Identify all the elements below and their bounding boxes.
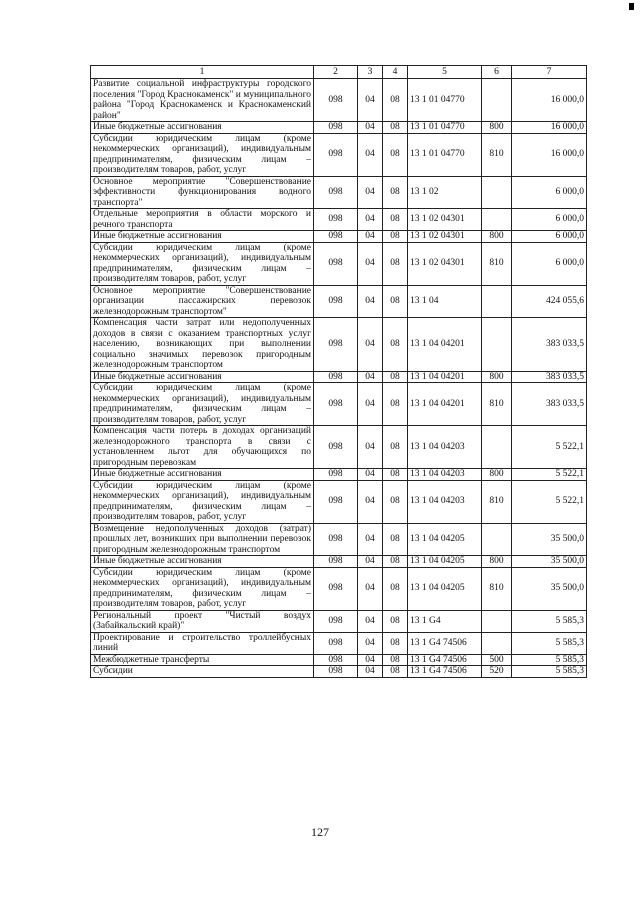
cell-vr: 810	[482, 480, 512, 523]
cell-pr: 08	[383, 209, 408, 231]
cell-csr: 13 1 04 04205	[408, 567, 482, 610]
table-row	[91, 133, 587, 176]
cell-pr: 08	[383, 285, 408, 318]
cell-rz: 04	[358, 176, 383, 209]
cell-vr	[482, 285, 512, 318]
cell-name: Иные бюджетные ассигнования	[91, 371, 314, 383]
cell-ved: 098	[314, 371, 358, 383]
cell-csr: 13 1 04	[408, 285, 482, 318]
cell-name: Субсидии юридическим лицам (кроме некоммерческих организаций), индивидуальным предпринимателям, физическим лицам – производителям товаров, работ, услуг	[91, 133, 314, 176]
cell-csr: 13 1 04 04205	[408, 556, 482, 568]
table-row	[91, 79, 587, 122]
cell-vr: 810	[482, 567, 512, 610]
cell-rz: 04	[358, 133, 383, 176]
cell-vr	[482, 79, 512, 122]
cell-vr	[482, 209, 512, 231]
cell-sum: 16 000,0	[512, 122, 587, 134]
cell-sum: 383 033,5	[512, 371, 587, 383]
table-row	[91, 567, 587, 610]
cell-csr: 13 1 G4 74506	[408, 632, 482, 654]
cell-name: Проектирование и строительство троллейбусных линий	[91, 632, 314, 654]
cell-vr: 810	[482, 383, 512, 426]
cell-pr: 08	[383, 556, 408, 568]
cell-vr: 800	[482, 122, 512, 134]
cell-pr: 08	[383, 480, 408, 523]
cell-sum: 424 055,6	[512, 285, 587, 318]
cell-name: Развитие социальной инфраструктуры городского поселения "Город Краснокаменск" и муниципального района "Город Краснокаменск и Краснокаменский район"	[91, 79, 314, 122]
cell-rz: 04	[358, 610, 383, 632]
cell-pr: 08	[383, 523, 408, 556]
cell-pr: 08	[383, 654, 408, 666]
cell-vr	[482, 426, 512, 469]
cell-sum: 35 500,0	[512, 556, 587, 568]
cell-ved: 098	[314, 133, 358, 176]
cell-rz: 04	[358, 383, 383, 426]
cell-rz: 04	[358, 654, 383, 666]
table-row	[91, 426, 587, 469]
table-row	[91, 632, 587, 654]
cell-name: Субсидии юридическим лицам (кроме некоммерческих организаций), индивидуальным предпринимателям, физическим лицам – производителям товаров, работ, услуг	[91, 383, 314, 426]
cell-name: Региональный проект "Чистый воздух (Забайкальский край)"	[91, 610, 314, 632]
cell-vr	[482, 632, 512, 654]
cell-vr: 810	[482, 133, 512, 176]
table-row	[91, 556, 587, 568]
cell-vr: 800	[482, 469, 512, 481]
cell-pr: 08	[383, 122, 408, 134]
cell-csr: 13 1 G4 74506	[408, 654, 482, 666]
cell-name: Субсидии юридическим лицам (кроме некоммерческих организаций), индивидуальным предпринимателям, физическим лицам – производителям товаров, работ, услуг	[91, 480, 314, 523]
col-header-sum: 7	[512, 66, 587, 79]
cell-rz: 04	[358, 285, 383, 318]
cell-vr: 500	[482, 654, 512, 666]
cell-vr	[482, 610, 512, 632]
cell-sum: 6 000,0	[512, 209, 587, 231]
col-header-rz: 3	[358, 66, 383, 79]
cell-sum: 383 033,5	[512, 383, 587, 426]
cell-ved: 098	[314, 610, 358, 632]
cell-name: Субсидии юридическим лицам (кроме некоммерческих организаций), индивидуальным предпринимателям, физическим лицам – производителям товаров, работ, услуг	[91, 242, 314, 285]
cell-csr: 13 1 02 04301	[408, 209, 482, 231]
cell-ved: 098	[314, 318, 358, 372]
cell-sum: 5 522,1	[512, 469, 587, 481]
cell-rz: 04	[358, 567, 383, 610]
cell-vr	[482, 176, 512, 209]
col-header-csr: 5	[408, 66, 482, 79]
cell-pr: 08	[383, 610, 408, 632]
col-header-vr: 6	[482, 66, 512, 79]
cell-rz: 04	[358, 469, 383, 481]
cell-ved: 098	[314, 242, 358, 285]
cell-ved: 098	[314, 632, 358, 654]
corner-mark	[629, 3, 634, 10]
cell-sum: 383 033,5	[512, 318, 587, 372]
table-row	[91, 666, 587, 678]
cell-ved: 098	[314, 654, 358, 666]
cell-ved: 098	[314, 122, 358, 134]
cell-name: Основное мероприятие "Совершенствование организации пассажирских перевозок железнодорожным транспортом"	[91, 285, 314, 318]
cell-vr: 800	[482, 556, 512, 568]
col-header-pr: 4	[383, 66, 408, 79]
cell-csr: 13 1 G4	[408, 610, 482, 632]
cell-name: Основное мероприятие "Совершенствование эффективности функционирования водного транспорта"	[91, 176, 314, 209]
table-row	[91, 480, 587, 523]
cell-rz: 04	[358, 523, 383, 556]
cell-rz: 04	[358, 666, 383, 678]
cell-name: Возмещение недополученных доходов (затрат) прошлых лет, возникших при выполнении перевозок пригородным железнодорожным транспортом	[91, 523, 314, 556]
cell-rz: 04	[358, 242, 383, 285]
cell-ved: 098	[314, 209, 358, 231]
cell-pr: 08	[383, 176, 408, 209]
cell-name: Иные бюджетные ассигнования	[91, 122, 314, 134]
table-row	[91, 371, 587, 383]
cell-sum: 16 000,0	[512, 79, 587, 122]
cell-csr: 13 1 04 04201	[408, 371, 482, 383]
cell-sum: 5 585,3	[512, 632, 587, 654]
cell-sum: 5 585,3	[512, 654, 587, 666]
cell-rz: 04	[358, 371, 383, 383]
cell-name: Субсидии юридическим лицам (кроме некоммерческих организаций), индивидуальным предпринимателям, физическим лицам – производителям товаров, работ, услуг	[91, 567, 314, 610]
col-header-ved: 2	[314, 66, 358, 79]
table-row	[91, 383, 587, 426]
cell-sum: 6 000,0	[512, 176, 587, 209]
cell-csr: 13 1 04 04203	[408, 469, 482, 481]
cell-name: Межбюджетные трансферты	[91, 654, 314, 666]
cell-vr	[482, 523, 512, 556]
cell-vr: 520	[482, 666, 512, 678]
cell-rz: 04	[358, 480, 383, 523]
cell-sum: 5 585,3	[512, 666, 587, 678]
cell-ved: 098	[314, 176, 358, 209]
cell-pr: 08	[383, 383, 408, 426]
cell-ved: 098	[314, 567, 358, 610]
table-row	[91, 231, 587, 243]
cell-pr: 08	[383, 231, 408, 243]
cell-pr: 08	[383, 318, 408, 372]
cell-name: Иные бюджетные ассигнования	[91, 469, 314, 481]
cell-csr: 13 1 02 04301	[408, 231, 482, 243]
cell-sum: 16 000,0	[512, 133, 587, 176]
cell-vr	[482, 318, 512, 372]
cell-vr: 800	[482, 371, 512, 383]
table-row	[91, 523, 587, 556]
table-row	[91, 242, 587, 285]
page-number: 127	[311, 825, 329, 839]
cell-ved: 098	[314, 480, 358, 523]
cell-sum: 5 585,3	[512, 610, 587, 632]
cell-sum: 6 000,0	[512, 242, 587, 285]
cell-pr: 08	[383, 426, 408, 469]
cell-name: Иные бюджетные ассигнования	[91, 556, 314, 568]
cell-ved: 098	[314, 426, 358, 469]
cell-csr: 13 1 04 04203	[408, 426, 482, 469]
cell-rz: 04	[358, 231, 383, 243]
header-row	[91, 66, 587, 79]
cell-sum: 35 500,0	[512, 523, 587, 556]
table-row	[91, 469, 587, 481]
table-row	[91, 176, 587, 209]
cell-csr: 13 1 01 04770	[408, 79, 482, 122]
cell-ved: 098	[314, 556, 358, 568]
cell-ved: 098	[314, 666, 358, 678]
cell-csr: 13 1 02	[408, 176, 482, 209]
cell-name: Компенсация части потерь в доходах организаций железнодорожного транспорта в связи с установленнем льгот для обучающихся по пригородным перевозкам	[91, 426, 314, 469]
cell-name: Отдельные мероприятия в области морского и речного транспорта	[91, 209, 314, 231]
cell-rz: 04	[358, 209, 383, 231]
cell-sum: 6 000,0	[512, 231, 587, 243]
cell-pr: 08	[383, 242, 408, 285]
cell-rz: 04	[358, 79, 383, 122]
cell-pr: 08	[383, 79, 408, 122]
col-header-name: 1	[91, 66, 314, 79]
cell-rz: 04	[358, 122, 383, 134]
cell-name: Иные бюджетные ассигнования	[91, 231, 314, 243]
cell-pr: 08	[383, 133, 408, 176]
budget-table	[90, 65, 587, 678]
cell-vr: 800	[482, 231, 512, 243]
cell-rz: 04	[358, 426, 383, 469]
table-row	[91, 654, 587, 666]
table-row	[91, 610, 587, 632]
table-row	[91, 318, 587, 372]
cell-pr: 08	[383, 567, 408, 610]
table-row	[91, 209, 587, 231]
cell-csr: 13 1 04 04201	[408, 383, 482, 426]
cell-rz: 04	[358, 556, 383, 568]
table-row	[91, 122, 587, 134]
cell-csr: 13 1 02 04301	[408, 242, 482, 285]
cell-pr: 08	[383, 666, 408, 678]
cell-ved: 098	[314, 383, 358, 426]
cell-csr: 13 1 01 04770	[408, 133, 482, 176]
cell-csr: 13 1 G4 74506	[408, 666, 482, 678]
cell-csr: 13 1 01 04770	[408, 122, 482, 134]
cell-csr: 13 1 04 04201	[408, 318, 482, 372]
cell-csr: 13 1 04 04205	[408, 523, 482, 556]
cell-sum: 5 522,1	[512, 426, 587, 469]
cell-ved: 098	[314, 231, 358, 243]
cell-sum: 5 522,1	[512, 480, 587, 523]
cell-pr: 08	[383, 469, 408, 481]
cell-name: Субсидии	[91, 666, 314, 678]
cell-rz: 04	[358, 632, 383, 654]
cell-sum: 35 500,0	[512, 567, 587, 610]
cell-pr: 08	[383, 371, 408, 383]
cell-ved: 098	[314, 469, 358, 481]
cell-ved: 098	[314, 79, 358, 122]
cell-pr: 08	[383, 632, 408, 654]
table-row	[91, 285, 587, 318]
cell-csr: 13 1 04 04203	[408, 480, 482, 523]
cell-rz: 04	[358, 318, 383, 372]
cell-vr: 810	[482, 242, 512, 285]
cell-ved: 098	[314, 523, 358, 556]
cell-name: Компенсация части затрат или недополученных доходов в связи с оказанием транспортных услуг населению, возникающих при выполнении социально значимых перевозок пригородным железнодорожным транспортом	[91, 318, 314, 372]
cell-ved: 098	[314, 285, 358, 318]
